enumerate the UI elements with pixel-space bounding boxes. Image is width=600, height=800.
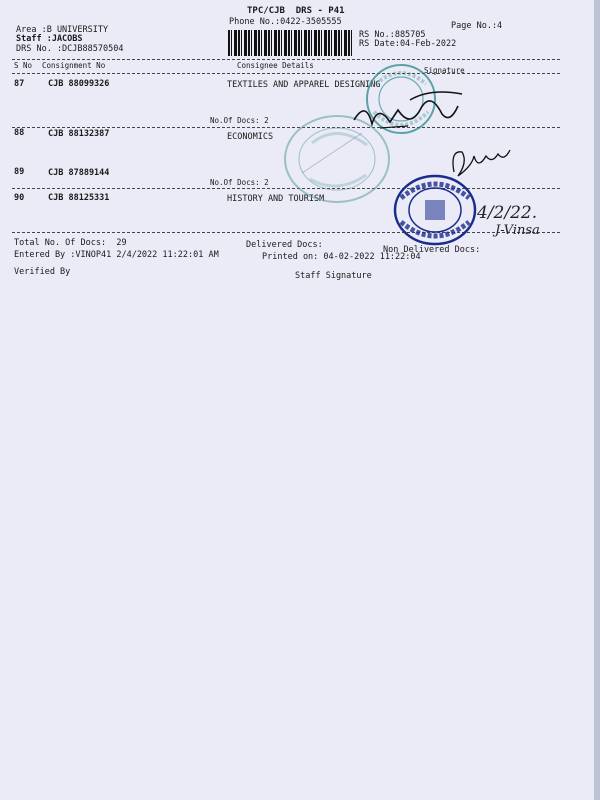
row-consignee: ECONOMICS xyxy=(227,132,274,142)
handwritten-initials xyxy=(448,142,518,182)
rs-date: RS Date:04-Feb-2022 xyxy=(359,39,457,49)
verified-by: Verified By xyxy=(14,267,71,277)
drs-number: DRS No. :DCJB88570504 xyxy=(16,44,124,54)
rs-number: RS No.:885705 xyxy=(359,30,426,40)
barcode xyxy=(228,30,352,56)
row-consignment: CJB 88125331 xyxy=(48,193,110,203)
row-consignee: HISTORY AND TOURISM xyxy=(227,194,325,204)
phone-number: Phone No.:0422-3505555 xyxy=(229,17,342,27)
handwritten-name: J-Vinsa xyxy=(495,223,540,238)
non-delivered-docs: Non Delivered Docs: xyxy=(383,245,481,255)
divider xyxy=(12,232,560,233)
row-docs: No.Of Docs: 2 xyxy=(210,178,269,187)
column-consignment: Consignment No xyxy=(42,61,106,70)
row-consignment: CJB 87889144 xyxy=(48,168,110,178)
delivered-docs: Delivered Docs: xyxy=(246,240,323,250)
row-consignment: CJB 88099326 xyxy=(48,79,110,89)
column-sno: S No xyxy=(14,61,33,70)
staff-signature: Staff Signature xyxy=(295,271,372,281)
column-consignee: Consignee Details xyxy=(237,61,314,70)
page-edge xyxy=(594,0,600,800)
row-sno: 88 xyxy=(14,128,25,138)
divider xyxy=(12,73,560,74)
row-sno: 87 xyxy=(14,79,25,89)
area-label: Area :B UNIVERSITY xyxy=(16,25,109,35)
staff-label: Staff :JACOBS xyxy=(16,34,83,44)
history-dept-stamp xyxy=(393,174,477,246)
column-signature: Signature xyxy=(424,66,465,75)
row-consignment: CJB 88132387 xyxy=(48,129,110,139)
page-number: Page No.:4 xyxy=(451,21,503,31)
divider xyxy=(12,59,560,60)
row-sno: 89 xyxy=(14,167,25,177)
total-docs: Total No. Of Docs: 29 xyxy=(14,238,127,248)
row-docs: No.Of Docs: 2 xyxy=(210,116,269,125)
handwritten-signature xyxy=(350,80,470,135)
row-sno: 90 xyxy=(14,193,25,203)
handwritten-date: 4/2/22. xyxy=(477,203,538,223)
row-consignee: TEXTILES AND APPAREL DESIGNING xyxy=(227,80,381,90)
document-title: TPC/CJB DRS - P41 xyxy=(247,6,345,16)
entered-by: Entered By :VINOP41 2/4/2022 11:22:01 AM xyxy=(14,250,219,260)
printed-on: Printed on: 04-02-2022 11:22:04 xyxy=(262,252,421,262)
